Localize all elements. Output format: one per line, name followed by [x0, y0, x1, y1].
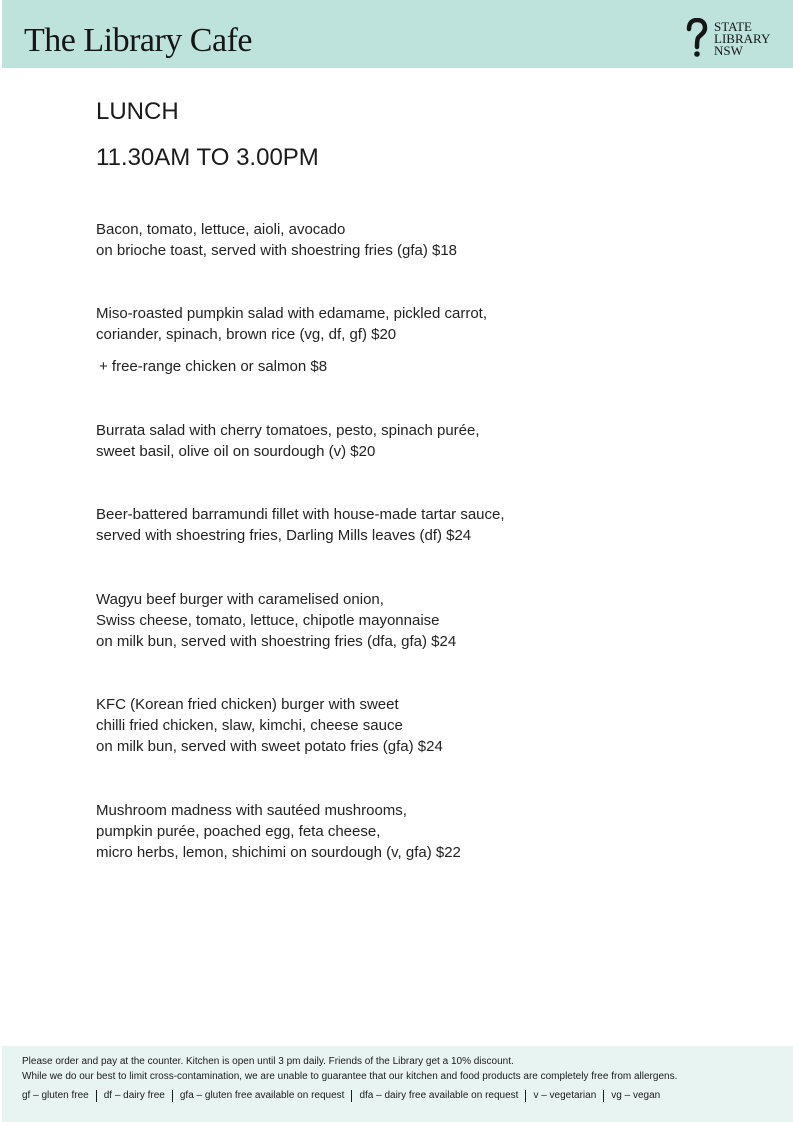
- menu-hours: 11.30AM TO 3.00PM: [96, 144, 319, 171]
- legend-item: dfa – dairy free available on request: [359, 1090, 519, 1101]
- menu-item-line: Wagyu beef burger with caramelised onion,: [96, 591, 384, 608]
- menu-item-line: Beer-battered barramundi fillet with house-made tartar sauce,: [96, 506, 505, 523]
- cafe-title: The Library Cafe: [24, 22, 252, 59]
- logo-wordmark: [714, 21, 770, 57]
- legend-divider: [172, 1090, 173, 1102]
- menu-item-line: KFC (Korean fried chicken) burger with sweet: [96, 696, 399, 713]
- legend-divider: [96, 1090, 97, 1102]
- menu-item-line: chilli fried chicken, slaw, kimchi, cheese sauce: [96, 717, 403, 734]
- menu-item-line: micro herbs, lemon, shichimi on sourdough (v, gfa) $22: [96, 844, 461, 861]
- menu-item-line: Burrata salad with cherry tomatoes, pesto, spinach purée,: [96, 422, 480, 439]
- legend-item: gf – gluten free: [22, 1090, 89, 1101]
- logo-line: LIBRARY: [714, 31, 771, 46]
- legend-divider: [525, 1090, 526, 1102]
- menu-item-line: served with shoestring fries, Darling Mills leaves (df) $24: [96, 527, 472, 544]
- menu-item-line: Miso-roasted pumpkin salad with edamame, pickled carrot,: [96, 305, 488, 322]
- menu-item: [96, 800, 656, 863]
- header-banner: [2, 0, 793, 68]
- menu-item: [96, 420, 656, 462]
- legend-item: df – dairy free: [103, 1090, 165, 1101]
- allergen-notice: While we do our best to limit cross-contamination, we are unable to guarantee that our kitchen and food products are completely free from allergens.: [22, 1071, 678, 1082]
- menu-item-line: Swiss cheese, tomato, lettuce, chipotle mayonnaise: [96, 612, 440, 629]
- menu-item-addon: + free-range chicken or salmon $8: [99, 358, 328, 375]
- ordering-notice: Please order and pay at the counter. Kitchen is open until 3 pm daily. Friends of the Library get a 10% discount.: [22, 1056, 514, 1067]
- legend-divider: [351, 1090, 352, 1102]
- logo-line: STATE: [714, 19, 752, 34]
- menu-item-line: on milk bun, served with sweet potato fries (gfa) $24: [96, 738, 443, 755]
- menu-item-line: pumpkin purée, poached egg, feta cheese,: [96, 823, 381, 840]
- menu-item-line: Mushroom madness with sautéed mushrooms,: [96, 802, 407, 819]
- menu-item-line: sweet basil, olive oil on sourdough (v) $20: [96, 443, 376, 460]
- menu-title: LUNCH: [96, 98, 179, 125]
- legend-item: vg – vegan: [611, 1090, 661, 1101]
- menu-item: [96, 504, 656, 546]
- menu-item-line: Bacon, tomato, lettuce, aioli, avocado: [96, 221, 346, 238]
- dietary-legend: [22, 1089, 660, 1102]
- menu-item-line: on brioche toast, served with shoestring fries (gfa) $18: [96, 242, 458, 259]
- question-mark-icon: [684, 18, 710, 58]
- legend-item: v – vegetarian: [533, 1090, 597, 1101]
- legend-item: gfa – gluten free available on request: [179, 1090, 345, 1101]
- menu-item: [96, 303, 656, 345]
- state-library-logo: [684, 18, 784, 62]
- menu-item-line: coriander, spinach, brown rice (vg, df, gf) $20: [96, 326, 397, 343]
- menu-item: [96, 694, 656, 757]
- legend-divider: [603, 1090, 604, 1102]
- menu-item: [96, 219, 656, 261]
- footer-notice: [2, 1046, 793, 1122]
- menu-item-line: on milk bun, served with shoestring fries (dfa, gfa) $24: [96, 633, 457, 650]
- logo-line: NSW: [714, 43, 743, 58]
- menu-item: [96, 589, 656, 652]
